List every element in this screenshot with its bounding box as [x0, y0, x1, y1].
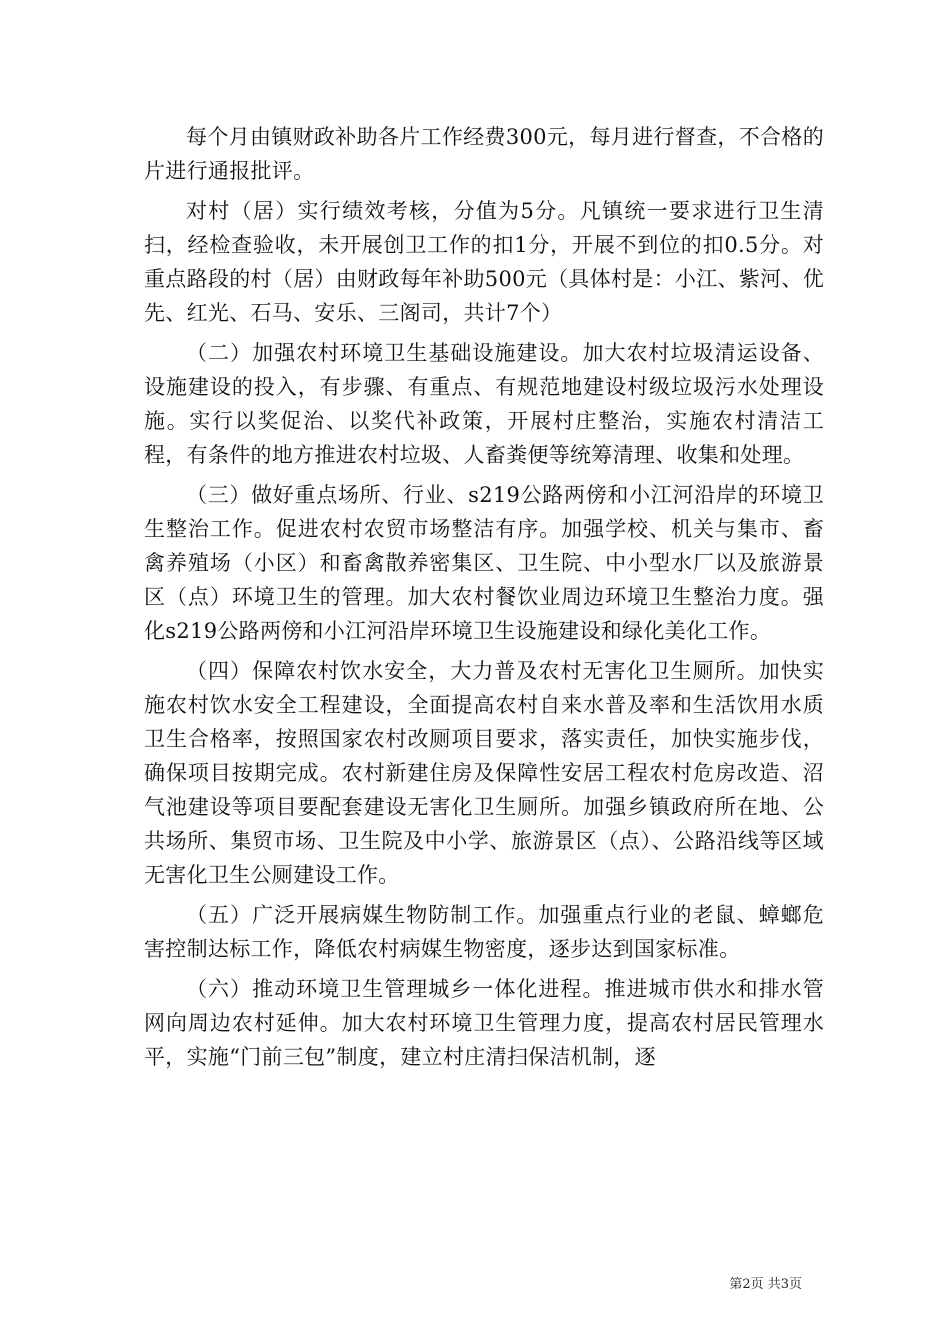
document-body	[144, 120, 824, 1074]
paragraph-funding: 每个月由镇财政补助各片工作经费300元，每月进行督查，不合格的片进行通报批评。	[144, 125, 824, 183]
paragraph-vector-control: （五）广泛开展病媒生物防制工作。加强重点行业的老鼠、蟑螂危害控制达标工作，降低农村病媒生物密度，逐步达到国家标准。	[144, 903, 824, 961]
paragraph-infrastructure: （二）加强农村环境卫生基础设施建设。加大农村垃圾清运设备、设施建设的投入，有步骤、有重点、有规范地建设村级垃圾污水处理设施。实行以奖促治、以奖代补政策，开展村庄整治，实施农村清洁工程，有条件的地方推进农村垃圾、人畜粪便等统筹清理、收集和处理。	[144, 341, 824, 467]
paragraph-drinking-water: （四）保障农村饮水安全，大力普及农村无害化卫生厕所。加快实施农村饮水安全工程建设，全面提高农村自来水普及率和生活饮用水质卫生合格率，按照国家农村改厕项目要求，落实责任，加快实施步伐，确保项目按期完成。农村新建住房及保障性安居工程农村危房改造、沼气池建设等项目要配套建设无害化卫生厕所。加强乡镇政府所在地、公共场所、集贸市场、卫生院及中小学、旅游景区（点）、公路沿线等区域无害化卫生公厕建设工作。	[144, 659, 824, 887]
paragraph-integration: （六）推动环境卫生管理城乡一体化进程。推进城市供水和排水管网向周边农村延伸。加大农村环境卫生管理力度，提高农村居民管理水平，实施“门前三包”制度，建立村庄清扫保洁机制，逐	[144, 977, 824, 1069]
paragraph-key-sites: （三）做好重点场所、行业、s219公路两傍和小江河沿岸的环境卫生整治工作。促进农村农贸市场整洁有序。加强学校、机关与集市、畜禽养殖场（小区）和畜禽散养密集区、卫生院、中小型水厂以及旅游景区（点）环境卫生的管理。加大农村餐饮业周边环境卫生整治力度。强化s219公路两傍和小江河沿岸环境卫生设施建设和绿化美化工作。	[144, 483, 824, 643]
page-number: 第2页 共3页	[729, 1277, 802, 1292]
paragraph-assessment: 对村（居）实行绩效考核，分值为5分。凡镇统一要求进行卫生清扫，经检查验收，未开展创卫工作的扣1分，开展不到位的扣0.5分。对重点路段的村（居）由财政每年补助500元（具体村是：小江、紫河、优先、红光、石马、安乐、三阁司，共计7个）	[144, 199, 824, 325]
